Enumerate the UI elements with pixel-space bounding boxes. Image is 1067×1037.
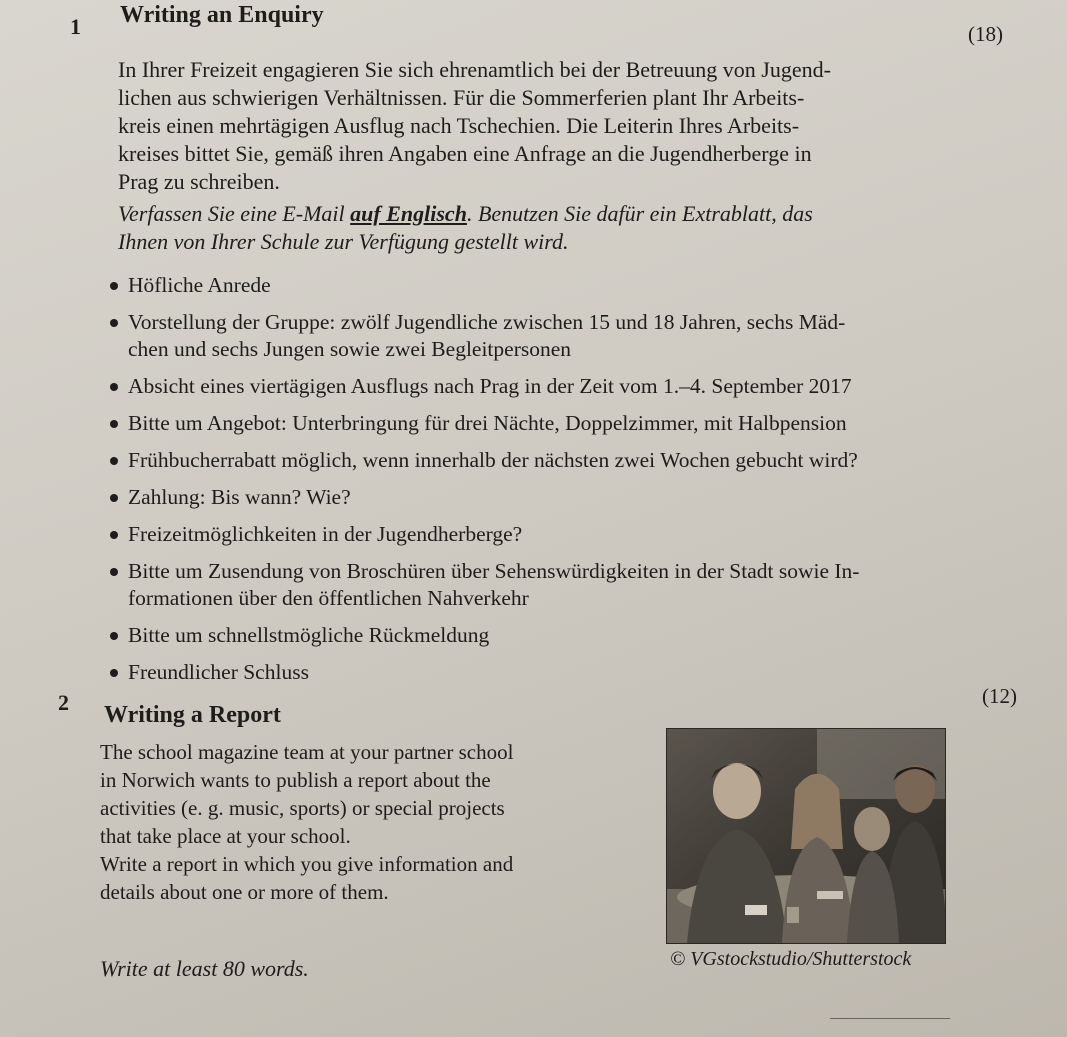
task2-body-line: details about one or more of them. bbox=[100, 880, 389, 904]
task2-body bbox=[100, 738, 660, 906]
task2-body-line: in Norwich wants to publish a report about the bbox=[100, 768, 491, 792]
divider-line bbox=[830, 1018, 950, 1019]
bullet-dot-icon bbox=[110, 457, 118, 465]
bullet-dot-icon bbox=[110, 319, 118, 327]
task1-number: 1 bbox=[70, 14, 81, 39]
instruction-text: . Benutzen Sie dafür ein Extrablatt, das bbox=[466, 201, 813, 226]
bullet-item: Höfliche Anrede bbox=[128, 272, 1028, 299]
instruction-underlined: auf Englisch bbox=[350, 201, 467, 226]
bullet-dot-icon bbox=[110, 282, 118, 290]
task1-title: Writing an Enquiry bbox=[120, 2, 324, 28]
word-count-instruction: Write at least 80 words. bbox=[100, 956, 309, 981]
bullet-item: Vorstellung der Gruppe: zwölf Jugendliche zwischen 15 und 18 Jahren, sechs Mäd- chen und sechs Jungen sowie zwei Begleitpersonen bbox=[128, 309, 1028, 363]
instruction-text: Verfassen Sie eine E-Mail bbox=[118, 201, 351, 226]
students-photo bbox=[666, 728, 946, 944]
task1-intro-line: In Ihrer Freizeit engagieren Sie sich ehrenamtlich bei der Betreuung von Jugend- bbox=[118, 57, 831, 82]
instruction-line2: Ihnen von Ihrer Schule zur Verfügung gestellt wird. bbox=[118, 229, 569, 254]
task1-intro bbox=[118, 56, 968, 196]
task1-instruction bbox=[118, 200, 978, 256]
students-photo-illustration bbox=[667, 729, 945, 943]
bullet-dot-icon bbox=[110, 494, 118, 502]
task2-body-line: The school magazine team at your partner school bbox=[100, 740, 514, 764]
task1-bullet-list bbox=[128, 272, 1028, 696]
bullet-item: Freizeitmöglichkeiten in der Jugendherberge? bbox=[128, 521, 1028, 548]
task1-intro-line: kreis einen mehrtägigen Ausflug nach Tschechien. Die Leiterin Ihres Arbeits- bbox=[118, 113, 800, 138]
bullet-dot-icon bbox=[110, 632, 118, 640]
task2-number: 2 bbox=[58, 690, 69, 715]
task1-intro-line: lichen aus schwierigen Verhältnissen. Für die Sommerferien plant Ihr Arbeits- bbox=[118, 85, 805, 110]
bullet-item: Zahlung: Bis wann? Wie? bbox=[128, 484, 1028, 511]
task2-body-line: that take place at your school. bbox=[100, 824, 351, 848]
bullet-item: Absicht eines viertägigen Ausflugs nach Prag in der Zeit vom 1.–4. September 2017 bbox=[128, 373, 1028, 400]
task2-body-line: Write a report in which you give information and bbox=[100, 852, 514, 876]
bullet-item: Bitte um Angebot: Unterbringung für drei Nächte, Doppelzimmer, mit Halbpension bbox=[128, 410, 1028, 437]
task1-points: (18) bbox=[968, 22, 1003, 46]
photo-credit: © VGstockstudio/Shutterstock bbox=[670, 948, 912, 970]
bullet-item: Bitte um schnellstmögliche Rückmeldung bbox=[128, 622, 1028, 649]
bullet-dot-icon bbox=[110, 568, 118, 576]
bullet-item: Freundlicher Schluss bbox=[128, 659, 1028, 686]
bullet-dot-icon bbox=[110, 420, 118, 428]
bullet-item: Bitte um Zusendung von Broschüren über Sehenswürdigkeiten in der Stadt sowie In- formationen über den öffentlichen Nahverkehr bbox=[128, 558, 1028, 612]
bullet-item: Frühbucherrabatt möglich, wenn innerhalb der nächsten zwei Wochen gebucht wird? bbox=[128, 447, 1028, 474]
bullet-dot-icon bbox=[110, 531, 118, 539]
bullet-dot-icon bbox=[110, 383, 118, 391]
bullet-dot-icon bbox=[110, 669, 118, 677]
task1-intro-line: kreises bittet Sie, gemäß ihren Angaben eine Anfrage an die Jugendherberge in bbox=[118, 141, 812, 166]
task2-points: (12) bbox=[982, 684, 1017, 708]
task2-title: Writing a Report bbox=[104, 702, 281, 728]
task1-intro-line: Prag zu schreiben. bbox=[118, 169, 280, 194]
task2-body-line: activities (e. g. music, sports) or special projects bbox=[100, 796, 505, 820]
